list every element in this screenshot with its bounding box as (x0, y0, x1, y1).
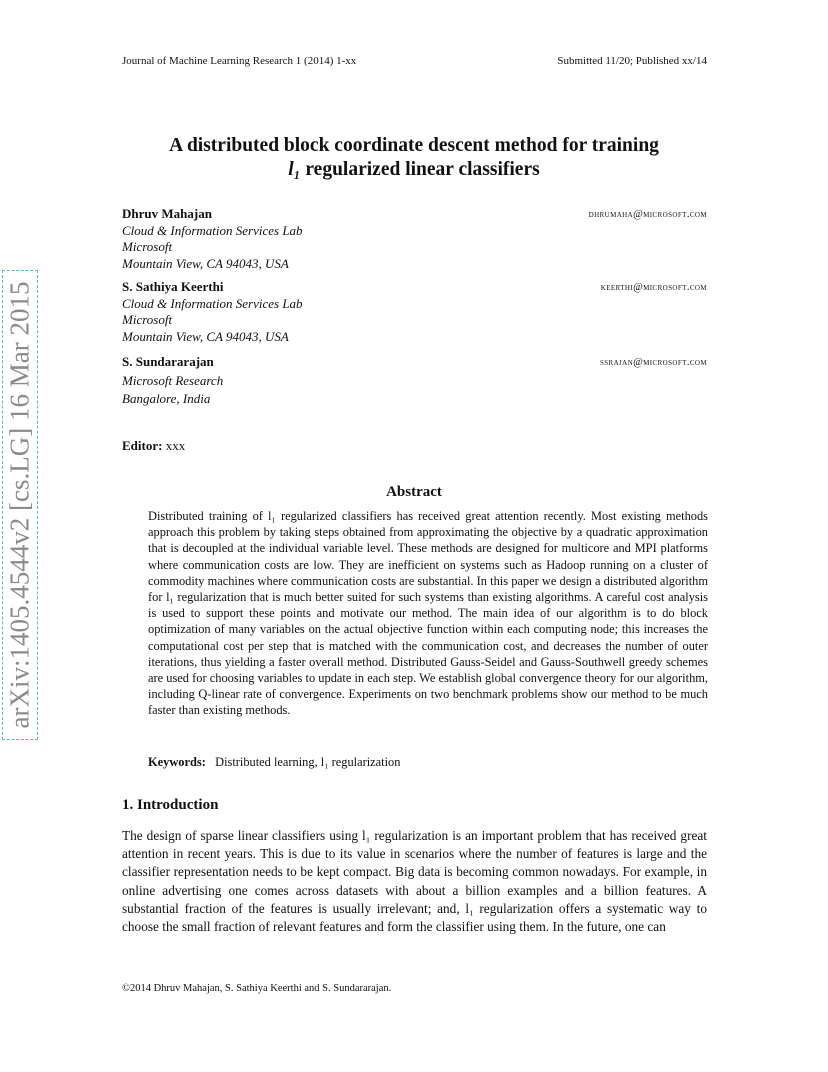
title-line-1: A distributed block coordinate descent method for training (169, 135, 659, 156)
author-name: S. Sathiya Keerthi (122, 279, 224, 294)
author-email[interactable]: dhrumaha@microsoft.com (588, 209, 707, 220)
editor-value: xxx (162, 438, 186, 453)
author-block-1 (122, 206, 707, 272)
editor-line (122, 438, 185, 454)
arxiv-stamp-text: arXiv:1405.4544v2 [cs.LG] 16 Mar 2015 (4, 281, 35, 729)
author-block-2 (122, 279, 707, 345)
title-math-l1: l₁ (288, 159, 301, 180)
author-email[interactable]: keerthi@microsoft.com (600, 282, 707, 293)
keywords-line (148, 755, 400, 770)
author-affiliation: Bangalore, India (122, 391, 211, 406)
editor-label: Editor: (122, 438, 163, 453)
keywords-label: Keywords: (148, 755, 206, 769)
copyright-footer: ©2014 Dhruv Mahajan, S. Sathiya Keerthi and S. Sundararajan. (122, 983, 392, 994)
arxiv-stamp[interactable] (2, 270, 42, 740)
author-name: Dhruv Mahajan (122, 206, 212, 221)
author-affiliation: Microsoft (122, 239, 173, 254)
running-header-journal: Journal of Machine Learning Research 1 (2014) 1-xx (122, 55, 357, 67)
author-affiliation: Cloud & Information Services Lab (122, 222, 303, 238)
abstract-heading: Abstract (386, 484, 442, 500)
running-header-dates: Submitted 11/20; Published xx/14 (557, 55, 707, 67)
author-affiliation: Microsoft (122, 312, 173, 327)
author-affiliation: Mountain View, CA 94043, USA (122, 255, 289, 271)
author-block-3 (122, 353, 707, 409)
introduction-text: The design of sparse linear classifiers using l₁ regularization is an important problem that has received great attention in recent years. This is due to its value in scenarios where the number of features is large and the classifier representation needs to be kept compact. Big data is becoming common nowadays. For example, in online advertising one comes across datasets with about a billion examples and a billion features. A substantial fraction of the features is usually irrelevant; and, l₁ regularization offers a systematic way to choose the small fraction of relevant features and form the classifier using them. In the future, one can (122, 828, 707, 935)
author-name: S. Sundararajan (122, 354, 214, 369)
keywords-value: Distributed learning, l₁ regularization (215, 755, 401, 769)
author-email[interactable]: ssrajan@microsoft.com (599, 357, 707, 368)
author-affiliation: Microsoft Research (122, 372, 224, 388)
abstract-text: Distributed training of l₁ regularized classifiers has received great attention recently. Most existing methods approach this problem by taking steps obtained from approximating the objective by a quadratic approximation that is decoupled at the individual variable level. These methods are designed for multicore and MPI platforms where communication costs are low. They are inefficient on systems such as Hadoop running on a cluster of commodity machines where communication costs are substantial. In this paper we design a distributed algorithm for l₁ regularization that is much better suited for such systems than existing algorithms. A careful cost analysis is used to support these points and motivate our method. The main idea of our algorithm is to do block optimization of many variables on the actual objective function within each computing node; this increases the computational cost per step that is matched with the communication cost, and decreases the number of outer iterations, thus yielding a faster overall method. Distributed Gauss-Seidel and Gauss-Southwell greedy schemes are used for choosing variables to update in each step. We establish global convergence theory for our algorithm, including Q-linear rate of convergence. Experiments on two benchmark problems show our method to be much faster than existing methods. (148, 509, 708, 718)
title-line-2-text: regularized linear classifiers (300, 159, 540, 180)
section-heading-introduction: 1. Introduction (122, 797, 219, 813)
author-affiliation: Mountain View, CA 94043, USA (122, 328, 289, 344)
paper-title (90, 134, 738, 182)
author-affiliation: Cloud & Information Services Lab (122, 295, 303, 311)
title-line-2 (90, 158, 738, 182)
